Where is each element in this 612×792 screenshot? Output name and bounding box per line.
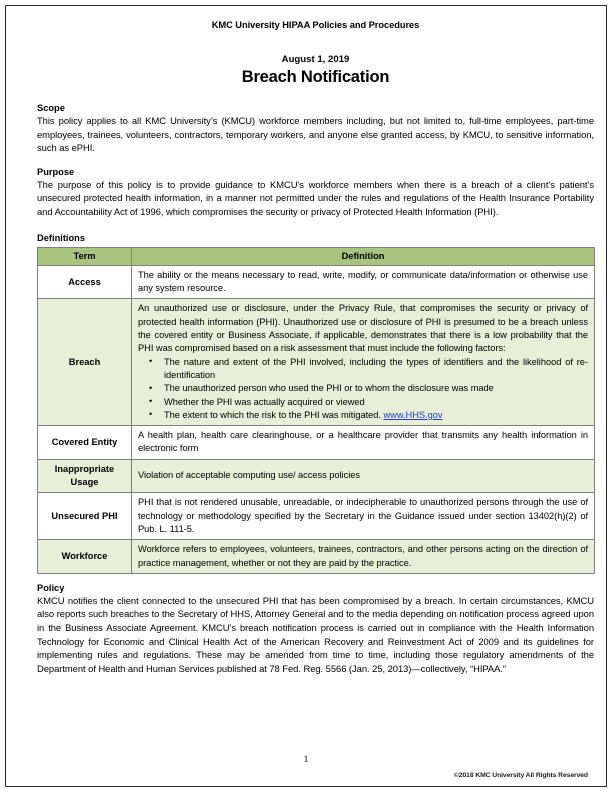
document-date: August 1, 2019 [281,54,350,65]
table-row [38,265,595,299]
definition-cell [132,299,595,426]
copyright-notice: ©2018 KMC University All Rights Reserved [453,772,588,779]
table-row [38,299,595,426]
list-item-text: The extent to which the risk to the PHI was mitigated. [164,409,381,420]
definitions-heading: Definitions [37,232,86,243]
policy-body: KMCU notifies the client connected to the unsecured PHI that has been compromised by a breach. In certain circumstances, KMCU also reports such breaches to the Secretary of HHS, Attorney General and to the media depending on notification process agreed upon in the Business Associate Agreement. KMCU’s breach notification process is carried out in compliance with the Health Information Technology for Economic and Clinical Health Act of the American Recovery and Reinvestment Act of 2009 and its guidelines for implementing rules and regulations. These may be amended from time to time, including those regulatory amendments of the Department of Health and Human Services published at 78 Fed. Reg. 5566 (Jan. 25, 2013)—collectively, “HIPAA.” [37,594,594,674]
scope-section [37,103,594,155]
page-number: 1 [303,755,309,765]
term-cell: Covered Entity [38,426,132,460]
table-row [38,540,595,574]
definition-lead-text: An unauthorized use or disclosure, under the Privacy Rule, that compromises the security or privacy of protected health information (PHI). Unauthorized use or disclosure of PHI is presumed to be a breach unless the covered entity or Business Associate, if applicable, demonstrates that there is a low probability that the PHI was compromised based on a risk assessment that must include the following factors: [138,303,588,354]
definition-cell: A health plan, health care clearinghouse, or a healthcare provider that transmits any health information in electronic form [132,426,595,460]
column-header-definition: Definition [132,247,595,265]
table-header-row [38,247,595,265]
running-head: KMC University HIPAA Policies and Procedures [211,20,420,30]
term-cell: Access [38,265,132,299]
definitions-table [37,247,595,574]
page-content [37,20,594,675]
risk-assessment-factor-list [138,356,588,422]
scope-body: This policy applies to all KMC University’s (KMCU) workforce members including, but not limited to, full-time employees, part-time employees, trainees, volunteers, contractors, temporary workers, and anyone else granted access, by KMCU, to sensitive information, such as ePHI. [37,115,594,154]
list-item [138,409,588,422]
page-title: Breach Notification [241,68,390,86]
list-item: • The nature and extent of the PHI involved, including the types of identifiers and the likelihood of re-identification [138,356,588,383]
table-row [38,459,595,493]
definition-cell: Violation of acceptable computing use/ access policies [132,459,595,493]
purpose-heading: Purpose [37,166,75,177]
term-cell: Inappropriate Usage [38,459,132,493]
policy-section [37,583,594,676]
column-header-term: Term [38,247,132,265]
list-item: • Whether the PHI was actually acquired or viewed [138,396,588,409]
definition-cell: The ability or the means necessary to read, write, modify, or communicate data/information or otherwise use any system resource. [132,265,595,299]
page-frame [5,5,607,787]
definition-cell: Workforce refers to employees, volunteers, trainees, contractors, and other persons acting on the direction of practice management, whether or not they are paid by the practice. [132,540,595,574]
purpose-body: The purpose of this policy is to provide guidance to KMCU’s workforce members when there is a breach of a client’s patient’s unsecured protected health information, in a manner not permitted under the rules and regulations of the Health Insurance Portability and Accountability Act of 1996, which compromises the security or privacy of Protected Health Information (PHI). [37,178,594,217]
scope-heading: Scope [37,103,65,113]
definition-cell: PHI that is not rendered unusable, unreadable, or indecipherable to unauthorized persons through the use of technology or methodology specified by the Secretary in the Guidance issued under section 13402(h)(2) of Pub. L. 111-5. [132,493,595,540]
term-cell: Breach [38,299,132,426]
table-row [38,426,595,460]
term-cell: Unsecured PHI [38,493,132,540]
purpose-section [37,167,594,219]
hhs-gov-link[interactable]: www.HHS.gov [383,409,443,420]
list-item: • The unauthorized person who used the PHI or to whom the disclosure was made [138,382,588,395]
definitions-section [37,233,594,574]
policy-heading: Policy [37,582,65,593]
table-row [38,493,595,540]
term-cell: Workforce [38,540,132,574]
